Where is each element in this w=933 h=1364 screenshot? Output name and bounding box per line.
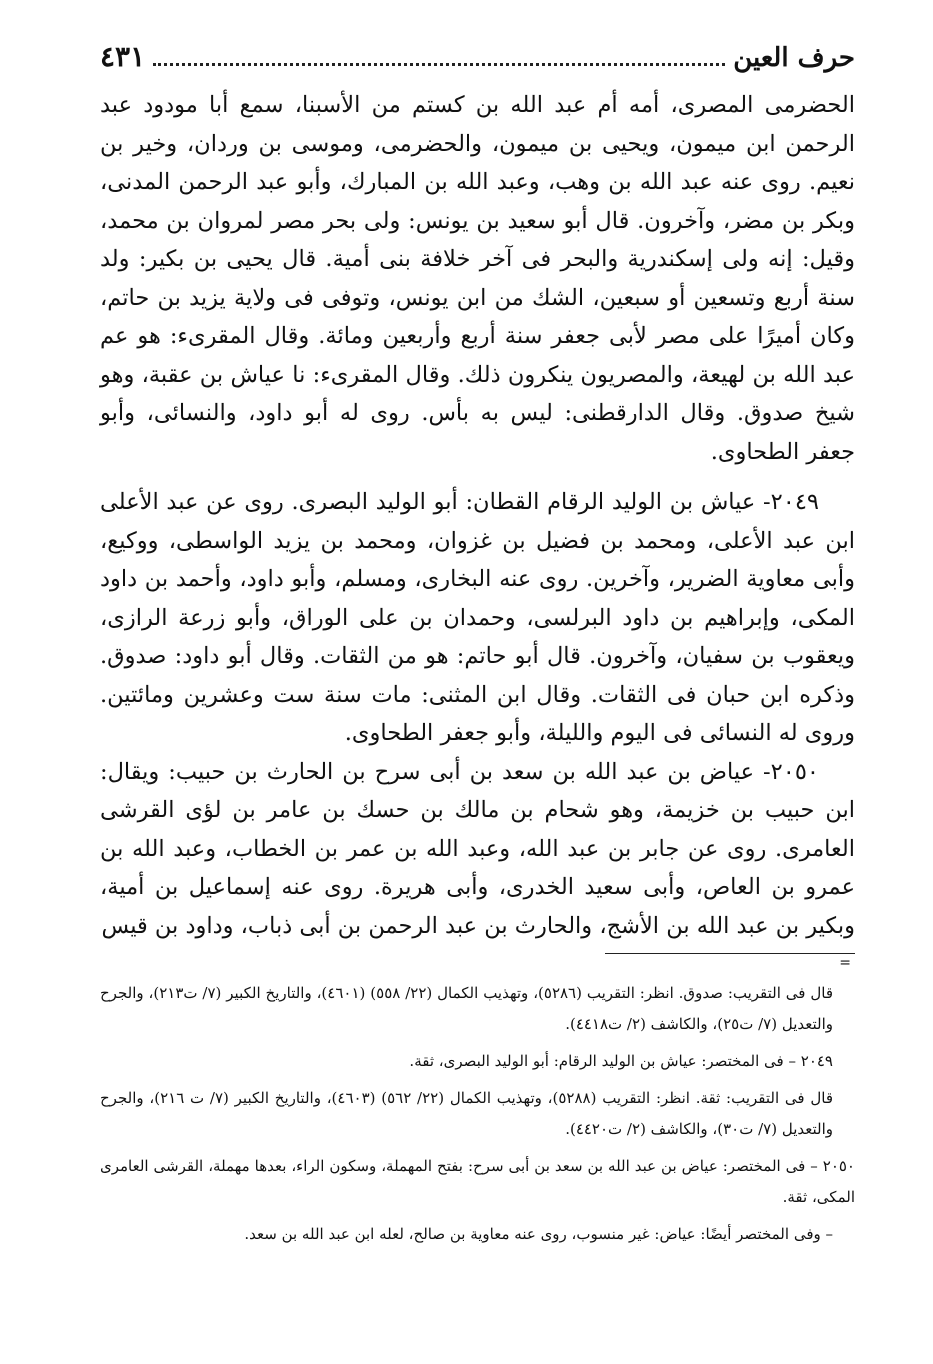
footnote: قال فى التقريب: صدوق. انظر: التقريب (٥٢٨٦)، وتهذيب الكمال (٢٢/ ٥٥٨) (٤٦٠١)، والتاريخ الكبير (٧/ ت٢١٣)، والجرح والتعديل (٧/ ت٢٥)، والكاشف (٢/ ت٤٤١٨). (100, 984, 833, 1033)
main-text (100, 86, 855, 945)
separator-mark: = (839, 955, 851, 971)
footnote: ٢٠٤٩ – فى المختصر: عياش بن الوليد الرقام: أبو الوليد البصرى، ثقة. (409, 1052, 833, 1070)
footnote: ٢٠٥٠ – فى المختصر: عياض بن عبد الله بن سعد بن أبى سرح: بفتح المهملة، وسكون الراء، بعدها مهملة، القرشى العامرى المكى، ثقة. (100, 1157, 855, 1206)
paragraph-continuation: الحضرمى المصرى، أمه أم عبد الله بن كستم من الأسبنا، سمع أبا مودود عبد الرحمن ابن ميمون، ويحيى بن ميمون، والحضرمى، وموسى بن وردان، وخير بن نعيم. روى عنه عبد الله بن وهب، وعبد الله بن المبارك، وأبو عبد الرحمن المدنى، وبكر بن مضر، وآخرون. قال أبو سعيد بن يونس: ولى بحر مصر لمروان بن محمد، وقيل: إنه ولى إسكندرية والبحر فى آخر خلافة بنى أمية. قال يحيى بن بكير: ولد سنة أربع وتسعين أو سبعين، الشك من ابن يونس، وتوفى فى ولاية يزيد بن حاتم، وكان أميرًا على مصر لأبى جعفر سنة أربع وأربعين ومائة. وقال المقرىء: هو عم عبد الله بن لهيعة، والمصريون ينكرون ذلك. وقال المقرىء: نا عياش بن عقبة، وهو شيخ صدوق. وقال الدارقطنى: ليس به بأس. روى له أبو داود، والنسائى، وأبو جعفر الطحاوى. (100, 92, 855, 465)
leader-dots (153, 49, 725, 66)
footnote: قال فى التقريب: ثقة. انظر: التقريب (٥٢٨٨)، وتهذيب الكمال (٢٢/ ٥٦٢) (٤٦٠٣)، والتاريخ الكبير (٧/ ت ٢١٦)، والجرح والتعديل (٧/ ت٣٠)، والكاشف (٢/ ت٤٤٢٠). (100, 1089, 833, 1138)
footnotes (100, 978, 855, 1250)
footnote-separator (605, 953, 855, 954)
chapter-title: حرف العين (733, 43, 855, 73)
entry-2049: ٢٠٤٩- عياش بن الوليد الرقام القطان: أبو الوليد البصرى. روى عن عبد الأعلى ابن عبد الأعلى، ومحمد بن فضيل بن غزوان، ومحمد بن يزيد الواسطى، ووكيع، وأبى معاوية الضرير، وآخرين. روى عنه البخارى، ومسلم، وأبو داود، وأحمد بن داود المكى، وإبراهيم بن داود البرلسى، وحمدان بن على الوراق، وأبو زرعة الرازى، ويعقوب بن سفيان، وآخرون. قال أبو حاتم: هو من الثقات. وقال أبو داود: صدوق. وذكره ابن حبان فى الثقات. وقال ابن المثنى: مات سنة ست وعشرين ومائتين. وروى له النسائى فى اليوم والليلة، وأبو جعفر الطحاوى. (100, 489, 855, 746)
page-number: ٤٣١ (100, 40, 146, 73)
footnote: – وفى المختصر أيضًا: عياض: غير منسوب، روى عنه معاوية بن صالح، لعله ابن عبد الله بن سعد. (244, 1225, 833, 1243)
running-header (100, 40, 855, 86)
entry-2050: ٢٠٥٠- عياض بن عبد الله بن سعد بن أبى سرح بن الحارث بن حبيب: ويقال: ابن حبيب بن خزيمة، وهو شحام بن مالك بن حسك بن عامر بن لؤى القرشى العامرى. روى عن جابر بن عبد الله، وعبد الله بن عمر بن الخطاب، وعبد الله بن عمرو بن العاص، وأبى سعيد الخدرى، وأبى هريرة. روى عنه إسماعيل بن أمية، وبكير بن عبد الله بن الأشج، والحارث بن عبد الرحمن بن أبى ذباب، وداود بن قيس (100, 758, 855, 939)
